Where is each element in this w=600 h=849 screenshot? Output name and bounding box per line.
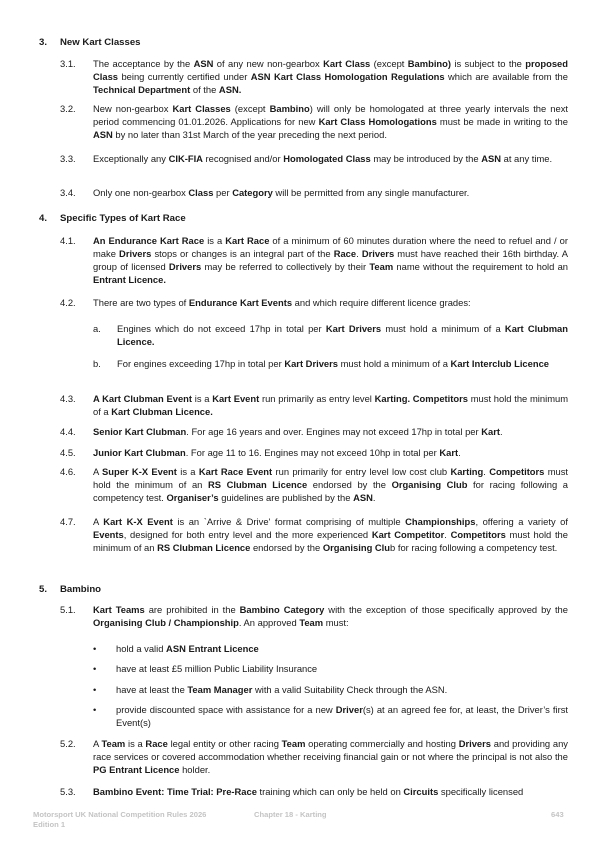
section-title: New Kart Classes [60,37,141,48]
clause-4-2: 4.2. There are two types of Endurance Kart Events and which require different licence grades: [60,297,471,308]
footer-doc-title: Motorsport UK National Competition Rules 2026 Edition 1 [33,810,207,829]
footer-edition: Edition 1 [33,820,66,829]
clause-4-6: 4.6. A Super K-X Event is a Kart Race Event run primarily for entry level low cost club Karting. Competitors must hold the minimum of an RS Clubman Licence endorsed by the Organising Club for racing following a competency test. Organiser’s guidelines are published by the ASN. [60,466,569,504]
clause-4-7: 4.7. A Kart K-X Event is an `Arrive & Drive' format comprising of multiple Championships, offering a variety of Events, designed for both entry level and the more experienced Kart Competitor. Competitors must hold the minimum of an RS Clubman Licence endorsed by the Organising Club for racing following a competency test. [60,516,568,554]
section-number: 3. [39,37,48,48]
clause-3-3: 3.3. Exceptionally any CIK-FIA recognised and/or Homologated Class may be introduced by the ASN at any time. [60,153,553,164]
footer-page-number: 643 [551,810,564,819]
section-title: Bambino [60,584,102,595]
clause-3-4: 3.4. Only one non-gearbox Class per Category will be permitted from any single manufacturer. [60,187,470,198]
clause-5-1: 5.1. Kart Teams are prohibited in the Bambino Category with the exception of those specifically approved by the Organising Club / Championship. An approved Team must: [60,604,568,629]
clause-3-2: 3.2. New non-gearbox Kart Classes (except Bambino) will only be homologated at three yearly intervals the next period commencing 01.01.2026. Applications for new Kart Class Homologations must be made in writing to the ASN by no later than 31st March of the year preceding the next period. [60,103,568,141]
bullet-item: • hold a valid ASN Entrant Licence [93,643,259,654]
clause-5-2: 5.2. A Team is a Race legal entity or other racing Team operating commercially and hosting Drivers and providing any race services or covered accommodation whether receiving financial gain or not where the principal is not also the PG Entrant Licence holder. [60,738,568,776]
section-number: 5. [39,584,48,595]
section-title: Specific Types of Kart Race [60,213,186,224]
clause-4-5: 4.5. Junior Kart Clubman. For age 11 to 16. Engines may not exceed 10hp in total per Kart. [60,447,461,458]
clause-4-4: 4.4. Senior Kart Clubman. For age 16 years and over. Engines may not exceed 17hp in total per Kart. [60,426,503,437]
clause-5-3: 5.3. Bambino Event: Time Trial: Pre-Race training which can only be held on Circuits specifically licensed [60,786,524,797]
clause-4-1: 4.1. An Endurance Kart Race is a Kart Race of a minimum of 60 minutes duration where the need to refuel and / or make Drivers stops or changes is an integral part of the Race. Drivers must have reached their 16th birthday. A group of licensed Drivers may be referred to collectively by their Team name without the requirement to hold an Entrant Licence. [60,235,568,286]
clause-4-2-a: a. Engines which do not exceed 17hp in total per Kart Drivers must hold a minimum of a Kart Clubman Licence. [93,323,568,348]
clause-3-1: 3.1. The acceptance by the ASN of any new non-gearbox Kart Class (except Bambino) is subject to the proposed Class being currently certified under ASN Kart Class Homologation Regulations which are available from the Technical Department of the ASN. [60,58,568,96]
clause-4-2-b: b. For engines exceeding 17hp in total per Kart Drivers must hold a minimum of a Kart Interclub Licence [93,358,550,369]
bullet-item: • provide discounted space with assistance for a new Driver(s) at an agreed fee for, at least, the Driver’s first Event(s) [93,704,568,729]
bullet-item: • have at least the Team Manager with a valid Suitability Check through the ASN. [93,684,448,695]
clause-4-3: 4.3. A Kart Clubman Event is a Kart Event run primarily as entry level Karting. Competitors must hold the minimum of a Kart Clubman Licence. [60,393,569,418]
section-number: 4. [39,213,48,224]
bullet-item: • have at least £5 million Public Liability Insurance [93,663,318,674]
footer-chapter: Chapter 18 - Karting [254,810,327,819]
